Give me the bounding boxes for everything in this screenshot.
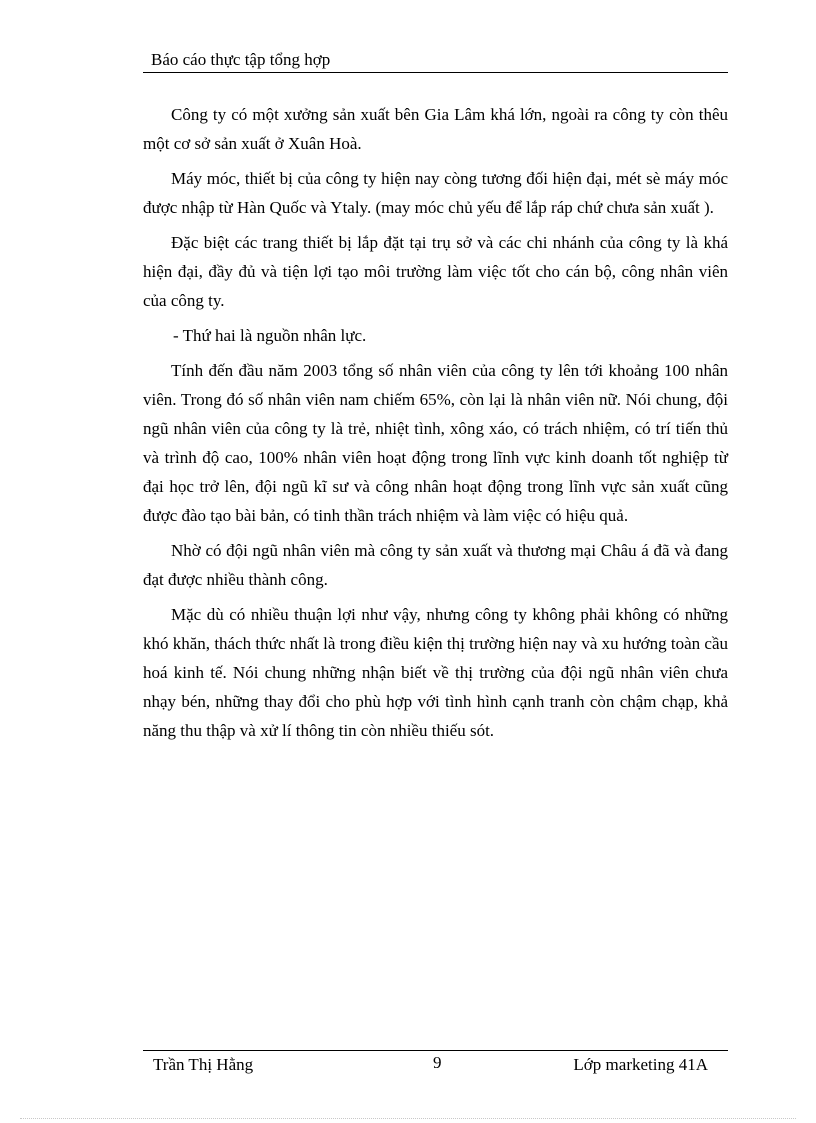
paragraph-machinery: Máy móc, thiết bị của công ty hiện nay còng tương đối hiện đại, mét sè máy móc được nhập từ Hàn Quốc và Ytaly. (may móc chủ yếu để lắp ráp chứ chưa sản xuất ). [143,169,728,217]
report-title: Báo cáo thực tập tổng hợp [151,50,331,69]
paragraph-success: Nhờ có đội ngũ nhân viên mà công ty sản xuất và thương mại Châu á đã và đang đạt được nhiều thành công. [143,541,728,589]
class-name: Lớp marketing 41A [573,1055,708,1074]
paragraph-workshop: Công ty có một xưởng sản xuất bên Gia Lâm khá lớn, ngoài ra công ty còn thêu một cơ sở sản xuất ở Xuân Hoà. [143,105,728,153]
document-body [143,100,728,751]
paragraph-challenges: Mặc dù có nhiều thuận lợi như vậy, nhưng công ty không phải không có những khó khăn, thách thức nhất là trong điều kiện thị trường hiện nay và xu hướng toàn cầu hoá kinh tế. Nói chung những nhận biết về thị trường của đội ngũ nhân viên chưa nhạy bén, những thay đổi cho phù hợp với tình hình cạnh tranh còn chậm chạp, khả năng thu thập và xử lí thông tin còn nhiều thiếu sót. [143,605,728,740]
paragraph-equipment: Đặc biệt các trang thiết bị lắp đặt tại trụ sở và các chi nhánh của công ty là khá hiện đại, đầy đủ và tiện lợi tạo môi trường làm việc tốt cho cán bộ, công nhân viên của công ty. [143,233,728,310]
page-bottom-divider [20,1118,796,1119]
author-name: Trần Thị Hằng [153,1055,254,1074]
page-footer [143,1050,728,1077]
paragraph-human-resources-heading: - Thứ hai là nguồn nhân lực. [173,326,367,345]
paragraph-staff-statistics: Tính đến đầu năm 2003 tổng số nhân viên của công ty lên tới khoảng 100 nhân viên. Trong đó số nhân viên nam chiếm 65%, còn lại là nhân viên nữ. Nói chung, đội ngũ nhân viên của công ty là trẻ, nhiệt tình, xông xáo, có trách nhiệm, có trí tiến thủ và trình độ cao, 100% nhân viên hoạt động trong lĩnh vực kinh doanh tốt nghiệp từ đại học trở lên, đội ngũ kĩ sư và công nhân hoạt động trong lĩnh vực sản xuất cũng được đào tạo bài bản, có tinh thần trách nhiệm và làm việc có hiệu quả. [143,361,728,525]
page-header [143,50,728,73]
page-number: 9 [433,1053,442,1072]
